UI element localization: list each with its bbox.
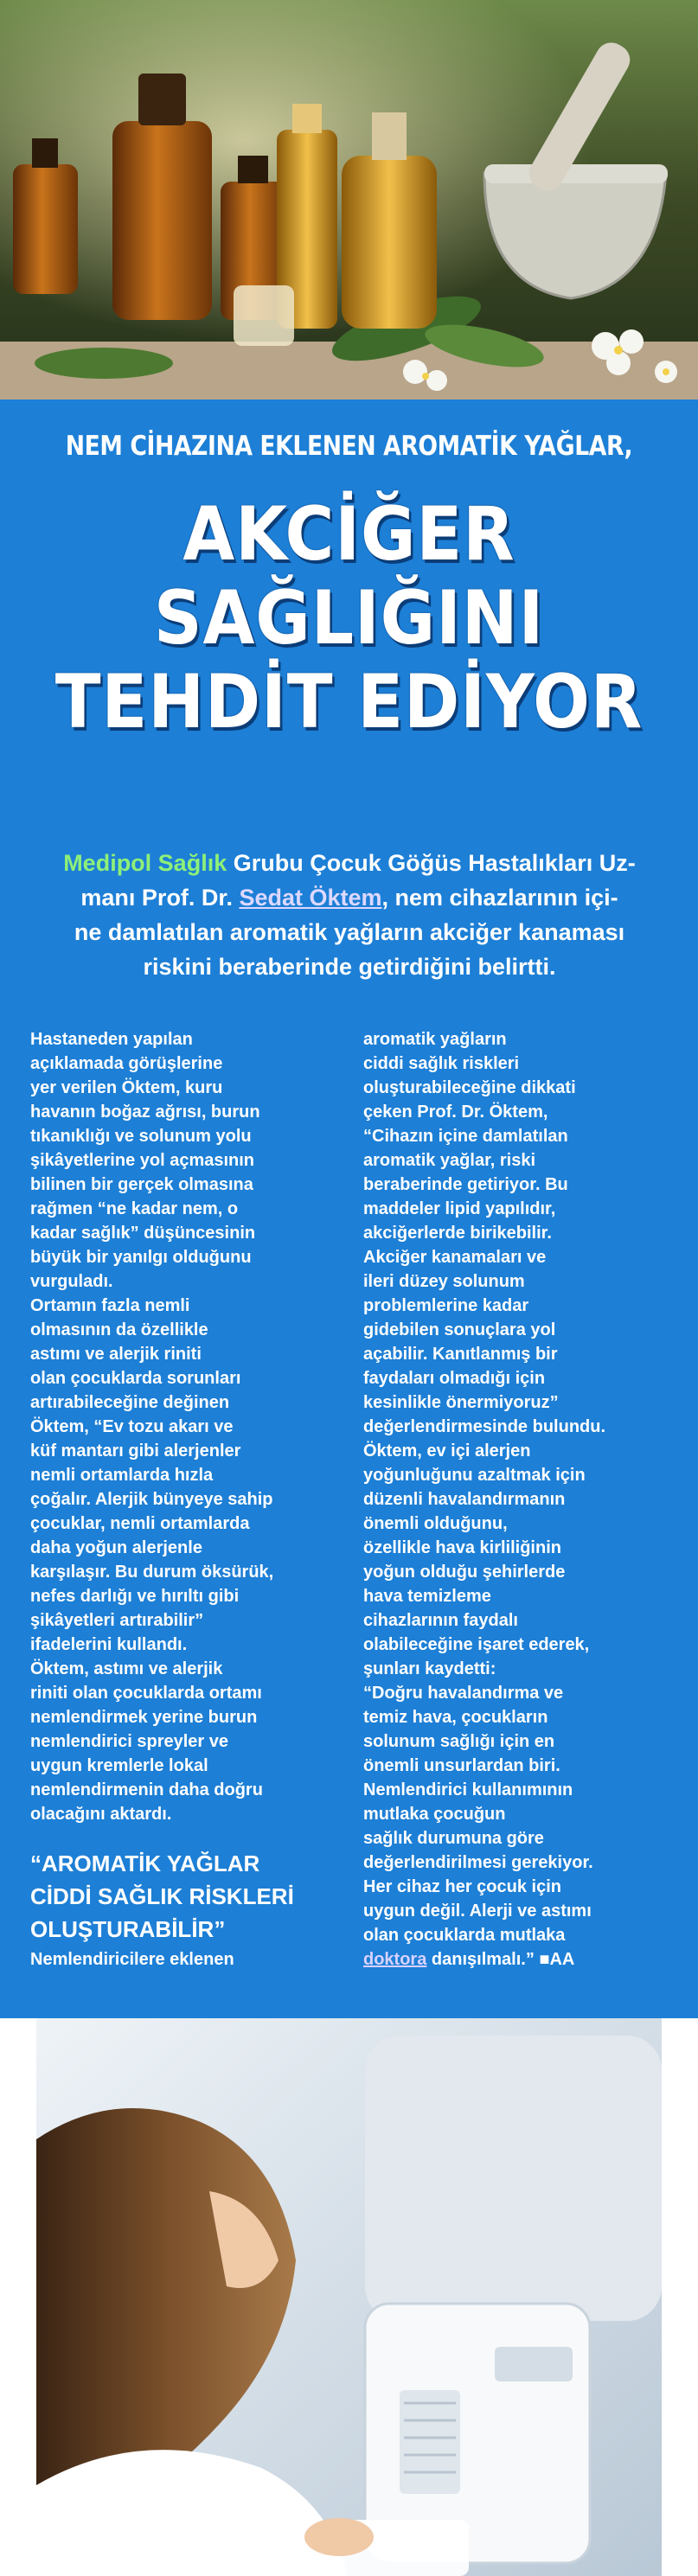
right-column-line: önemli unsurlardan biri. — [363, 1756, 560, 1775]
left-column-line: olan çocuklarda sorunları — [30, 1369, 241, 1388]
left-column-line: uygun kremlerle lokal — [30, 1756, 208, 1775]
right-column-line: özellikle hava kirliliğinin — [363, 1538, 561, 1557]
left-column-line: Öktem, astımı ve alerjik — [30, 1659, 223, 1678]
left-column-line: şikâyetleri artırabilir” — [30, 1611, 204, 1630]
right-column-line: değerlendirilmesi gerekiyor. — [363, 1853, 593, 1872]
right-column-line: olabileceğine işaret ederek, — [363, 1635, 590, 1654]
left-column-line: karşılaşır. Bu durum öksürük, — [30, 1563, 274, 1582]
left-column-line: vurguladı. — [30, 1272, 113, 1291]
left-column-line: daha yoğun alerjenle — [30, 1538, 202, 1557]
left-column-line: bilinen bir gerçek olmasına — [30, 1175, 253, 1194]
left-column-line: nemlendirmenin daha doğru — [30, 1780, 263, 1799]
left-column-closing-line: Nemlendiricilere eklenen — [30, 1950, 234, 1969]
right-column-line: yoğun olduğu şehirlerde — [363, 1563, 566, 1582]
headline-line-3: TEHDİT EDİYOR — [54, 659, 644, 745]
right-column-line: oluşturabileceğine dikkati — [363, 1078, 576, 1097]
right-column-line: “Cihazın içine damlatılan — [363, 1127, 568, 1146]
right-column-line: Her cihaz her çocuk için — [363, 1877, 561, 1896]
right-column-line: Nemlendirici kullanımının — [363, 1780, 573, 1799]
right-column-line: aromatik yağların — [363, 1030, 507, 1049]
left-column-line: nemlendirmek yerine burun — [30, 1708, 258, 1727]
left-column-line: olacağını aktardı. — [30, 1805, 172, 1824]
right-column-line: yoğunluğunu azaltmak için — [363, 1466, 586, 1485]
right-column-line: “Doğru havalandırma ve — [363, 1684, 564, 1703]
right-column-line: değerlendirmesinde bulundu. — [363, 1417, 606, 1436]
right-column-line: şunları kaydetti: — [363, 1659, 496, 1678]
left-column-line: Öktem, “Ev tozu akarı ve — [30, 1417, 234, 1436]
left-column-line: riniti olan çocuklarda ortamı — [30, 1684, 262, 1703]
humidifier-illustration — [36, 2018, 662, 2576]
headline-line-1: AKCİĞER — [183, 491, 515, 578]
left-column-line: açıklamada görüşlerine — [30, 1054, 223, 1073]
doctor-link[interactable]: doktora — [363, 1950, 427, 1969]
left-column-line: nemli ortamlarda hızla — [30, 1466, 214, 1485]
lead-line-1: Medipol Sağlık Grubu Çocuk Göğüs Hastalıkları Uz- — [63, 850, 636, 876]
right-column-line: cihazlarının faydalı — [363, 1611, 518, 1630]
right-column-line: temiz hava, çocukların — [363, 1708, 548, 1727]
left-column-line: havanın boğaz ağrısı, burun — [30, 1103, 260, 1122]
right-column-line: Akciğer kanamaları ve — [363, 1248, 547, 1267]
source-hospital-link[interactable]: Medipol Sağlık — [63, 850, 227, 876]
right-column-line: problemlerine kadar — [363, 1296, 529, 1315]
subheading-line-2: CİDDİ SAĞLIK RİSKLERİ — [30, 1883, 294, 1909]
article-column-right — [363, 1027, 675, 1972]
right-column-line: kesinlikle önermiyoruz” — [363, 1393, 559, 1412]
right-column-line: ileri düzey solunum — [363, 1272, 525, 1291]
left-column-line: şikâyetlerine yol açmasının — [30, 1151, 255, 1170]
left-column-line: tıkanıklığı ve solunum yolu — [30, 1127, 252, 1146]
left-column-line: yer verilen Öktem, kuru — [30, 1078, 223, 1097]
left-column-line: çoğalır. Alerjik bünyeye sahip — [30, 1490, 273, 1509]
right-column-line: uygun değil. Alerji ve astımı — [363, 1902, 592, 1921]
article-kicker: NEM CİHAZINA EKLENEN AROMATİK YAĞLAR, — [65, 431, 633, 462]
right-column-line: solunum sağlığı için en — [363, 1732, 555, 1751]
left-column-line: artırabileceğine değinen — [30, 1393, 230, 1412]
bottom-photo-humidifier — [36, 2018, 662, 2576]
subheading-line-3: OLUŞTURABİLİR” — [30, 1916, 226, 1942]
right-column-line: aromatik yağlar, riski — [363, 1151, 536, 1170]
right-column-line: düzenli havalandırmanın — [363, 1490, 566, 1509]
left-column-line: nefes darlığı ve hırıltı gibi — [30, 1587, 240, 1606]
left-column-line: kadar sağlık” düşüncesinin — [30, 1224, 256, 1243]
left-column-line: olmasının da özellikle — [30, 1320, 208, 1339]
subheading-line-1: “AROMATİK YAĞLAR — [30, 1851, 260, 1876]
article-column-left — [30, 1027, 333, 1972]
right-column-line: akciğerlerde birikebilir. — [363, 1224, 552, 1243]
right-column-line: mutlaka çocuğun — [363, 1805, 506, 1824]
left-column-line: rağmen “ne kadar nem, o — [30, 1199, 239, 1218]
doctor-name-link[interactable]: Sedat Öktem — [239, 885, 382, 911]
essential-oils-illustration — [0, 0, 698, 400]
lead-line-2: manı Prof. Dr. Sedat Öktem, nem cihazlarının içi- — [80, 885, 618, 911]
top-photo-essential-oils — [0, 0, 698, 400]
right-column-line: açabilir. Kanıtlanmış bir — [363, 1345, 558, 1364]
left-column-line: Ortamın fazla nemli — [30, 1296, 190, 1315]
lead-line-4: riskini beraberinde getirdiğini belirtti. — [143, 954, 556, 980]
right-column-line: olan çocuklarda mutlaka — [363, 1926, 566, 1945]
left-column-line: nemlendirici spreyler ve — [30, 1732, 229, 1751]
left-column-line: ifadelerini kullandı. — [30, 1635, 188, 1654]
left-column-line: büyük bir yanılgı olduğunu — [30, 1248, 252, 1267]
lead-line-3: ne damlatılan aromatik yağların akciğer kanaması — [74, 919, 625, 945]
right-column-line: maddeler lipid yapılıdır, — [363, 1199, 556, 1218]
right-column-line: faydaları olmadığı için — [363, 1369, 546, 1388]
left-column-body — [30, 1027, 333, 1826]
left-column-line: Hastaneden yapılan — [30, 1030, 193, 1049]
right-column-body — [363, 1027, 675, 1947]
right-column-last-line: doktora danışılmalı.” ■AA — [363, 1950, 575, 1969]
right-column-line: hava temizleme — [363, 1587, 491, 1606]
left-column-line: çocuklar, nemli ortamlarda — [30, 1514, 250, 1533]
right-column-line: Öktem, ev içi alerjen — [363, 1441, 531, 1461]
right-column-line: ciddi sağlık riskleri — [363, 1054, 520, 1073]
right-column-line: çeken Prof. Dr. Öktem, — [363, 1103, 548, 1122]
right-column-line: sağlık durumuna göre — [363, 1829, 544, 1848]
left-column-line: küf mantarı gibi alerjenler — [30, 1441, 241, 1461]
right-column-line: önemli olduğunu, — [363, 1514, 508, 1533]
right-column-line: beraberinde getiriyor. Bu — [363, 1175, 568, 1194]
article-lead — [24, 846, 675, 984]
headline-line-2: SAĞLIĞINI — [153, 575, 545, 662]
right-column-line: gidebilen sonuçlara yol — [363, 1320, 556, 1339]
left-column-line: astımı ve alerjik riniti — [30, 1345, 202, 1364]
